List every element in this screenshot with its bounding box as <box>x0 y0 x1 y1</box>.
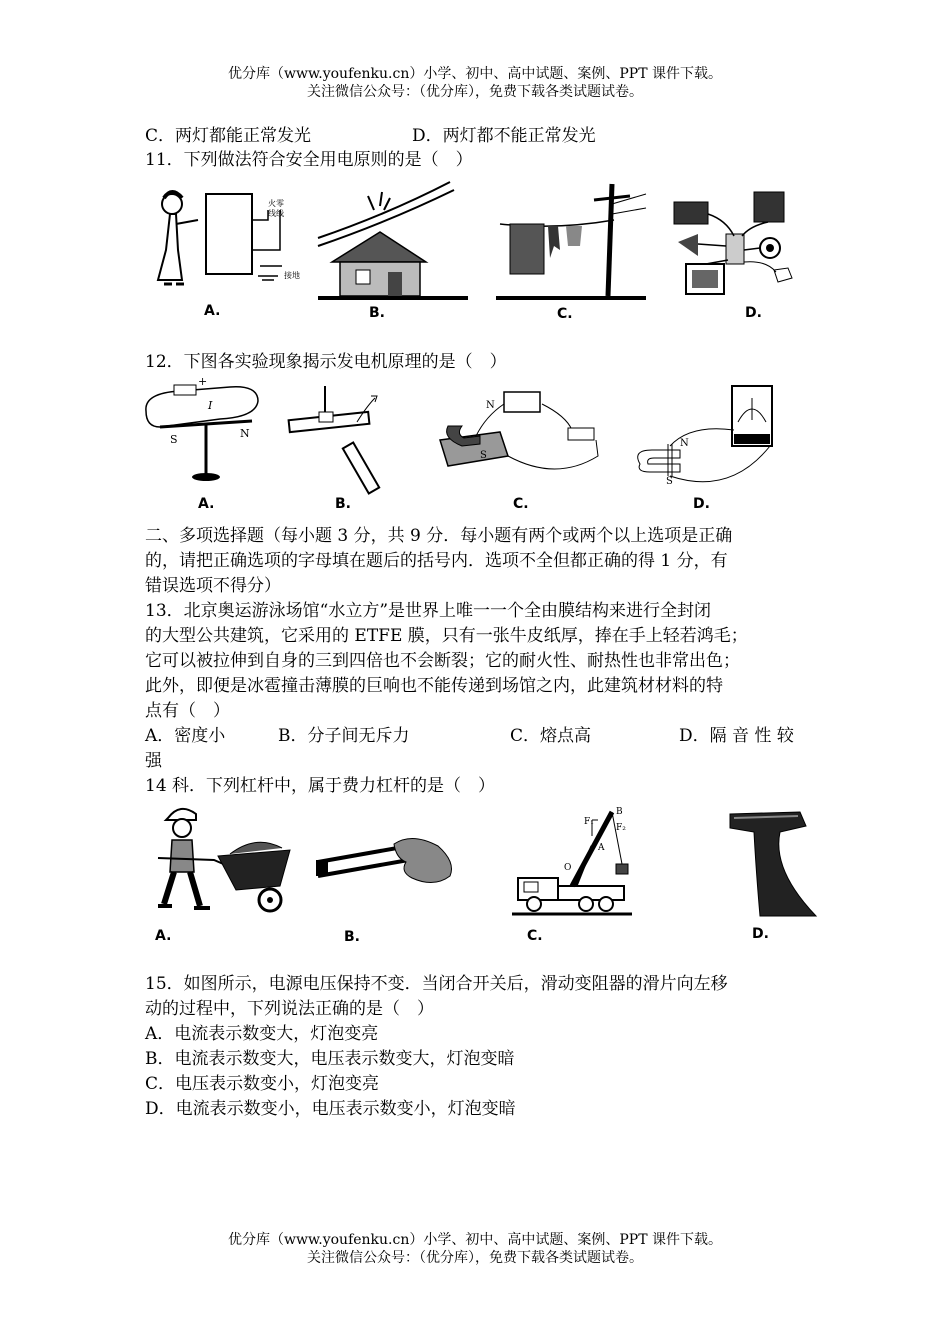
q14-figure-b <box>316 832 456 892</box>
q15-option-d: D．电流表示数变小，电压表示数变小，灯泡变暗 <box>145 1099 516 1119</box>
section2-line3: 错误选项不得分） <box>145 576 281 596</box>
q14-fig-c-label-0: F₁ <box>584 817 594 827</box>
q12-fig-a-label-1: I <box>208 399 213 412</box>
q12-figure-a <box>140 375 270 485</box>
q14-caption-a: A. <box>155 928 172 944</box>
q13-line1: 13．北京奥运游泳场馆“水立方”是世界上唯一一个全由膜结构来进行全封闭 <box>145 601 712 621</box>
q10-option-d: D．两灯都不能正常发光 <box>412 126 596 146</box>
q14-fig-c-label-2: F₂ <box>616 823 626 833</box>
q13-line3: 它可以被拉伸到自身的三到四倍也不会断裂；它的耐火性、耐热性也非常出色； <box>145 651 740 671</box>
q13-option-a: A．密度小 <box>145 726 226 746</box>
q13-line5: 点有（ ） <box>145 701 230 721</box>
q10-option-c: C．两灯都能正常发光 <box>145 126 312 146</box>
q14-caption-b: B. <box>344 929 360 945</box>
q13-line4: 此外，即便是冰雹撞击薄膜的巨响也不能传递到场馆之内，此建筑材材料的特 <box>145 676 723 696</box>
q12-fig-a-label-2: S <box>170 433 178 446</box>
q11-fig-a-label-1: 线线 <box>268 209 284 218</box>
q14-fig-c-label-4: O <box>564 863 572 873</box>
q12-fig-d-label-1: S <box>666 476 673 487</box>
page-header-line2: 关注微信公众号：（优分库），免费下载各类试题试卷。 <box>307 84 643 100</box>
section2-line1: 二、多项选择题（每小题 3 分，共 9 分．每小题有两个或两个以上选项是正确 <box>145 526 733 546</box>
q14-stem: 14 科．下列杠杆中，属于费力杠杆的是（ ） <box>145 776 496 796</box>
q12-caption-d: D. <box>693 496 710 512</box>
q13-option-b: B．分子间无斥力 <box>278 726 410 746</box>
q11-fig-a-label-2: 接地 <box>284 271 300 280</box>
q12-fig-c-label-0: N <box>486 400 495 411</box>
q12-fig-d-label-0: N <box>680 438 689 449</box>
page-header-line1: 优分库（www.youfenku.cn）小学、初中、高中试题、案例、PPT 课件下载。 <box>227 66 722 82</box>
q12-caption-b: B. <box>335 496 351 512</box>
q14-fig-c-label-3: A <box>598 843 605 853</box>
q11-figure-c <box>496 184 646 302</box>
q11-figure-b <box>318 176 468 302</box>
q11-figure-d <box>670 180 800 300</box>
q12-fig-a-label-0: + <box>198 375 208 388</box>
q12-figure-b <box>285 386 395 494</box>
q14-caption-c: C. <box>527 928 543 944</box>
q12-fig-a-label-3: N <box>240 427 250 440</box>
q12-figure-d <box>630 380 780 496</box>
q12-caption-c: C. <box>513 496 529 512</box>
q12-caption-a: A. <box>198 496 215 512</box>
q13-option-c: C．熔点高 <box>510 726 592 746</box>
q15-line1: 15．如图所示，电源电压保持不变．当闭合开关后，滑动变阻器的滑片向左移 <box>145 974 728 994</box>
q14-figure-d <box>720 810 820 918</box>
q14-fig-c-label-1: B <box>616 807 623 817</box>
q15-option-c: C．电压表示数变小，灯泡变亮 <box>145 1074 380 1094</box>
q11-figure-a <box>150 180 300 300</box>
q11-caption-d: D. <box>745 305 762 321</box>
q11-fig-a-label-0: 火零 <box>268 199 284 208</box>
q15-option-a: A．电流表示数变大，灯泡变亮 <box>145 1024 379 1044</box>
section2-line2: 的，请把正确选项的字母填在题后的括号内．选项不全但都正确的得 1 分，有 <box>145 551 728 571</box>
q12-fig-c-label-1: S <box>480 450 487 461</box>
q14-figure-a <box>150 798 300 916</box>
q13-option-d-wrap: 强 <box>145 751 162 771</box>
q14-figure-c <box>512 806 632 918</box>
q13-line2: 的大型公共建筑，它采用的 ETFE 膜，只有一张牛皮纸厚，捧在手上轻若鸿毛； <box>145 626 748 646</box>
q12-stem: 12．下图各实验现象揭示发电机原理的是（ ） <box>145 352 507 372</box>
q12-figure-c <box>436 386 616 494</box>
page-footer-line1: 优分库（www.youfenku.cn）小学、初中、高中试题、案例、PPT 课件下载。 <box>227 1232 722 1248</box>
q13-option-d: D．隔 音 性 较 <box>679 726 794 746</box>
q15-option-b: B．电流表示数变大，电压表示数变大，灯泡变暗 <box>145 1049 515 1069</box>
page-footer-line2: 关注微信公众号：（优分库），免费下载各类试题试卷。 <box>307 1250 643 1266</box>
q15-line2: 动的过程中，下列说法正确的是（ ） <box>145 999 434 1019</box>
q11-caption-a: A. <box>204 303 221 319</box>
q11-caption-c: C. <box>557 306 573 322</box>
q11-caption-b: B. <box>369 305 385 321</box>
q14-caption-d: D. <box>752 926 769 942</box>
q11-stem: 11．下列做法符合安全用电原则的是（ ） <box>145 150 473 170</box>
